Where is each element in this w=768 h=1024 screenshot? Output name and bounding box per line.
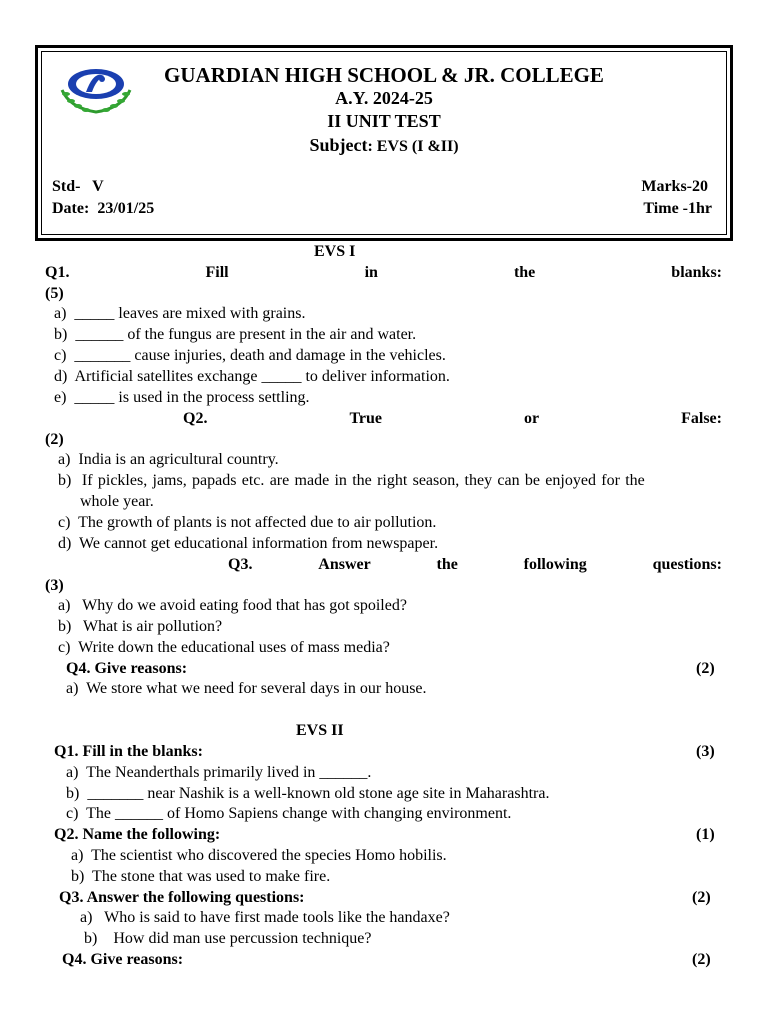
heading-word: blanks:	[671, 264, 722, 281]
list-item: a) We store what we need for several days in our house.	[66, 680, 427, 697]
evs2-q3-marks: (2)	[692, 889, 711, 906]
list-item: b) ______ of the fungus are present in the air and water.	[54, 326, 417, 343]
heading-word: False:	[681, 410, 722, 427]
heading-word: Q3.	[228, 556, 253, 573]
evs2-q1-heading: Q1. Fill in the blanks:	[54, 743, 203, 760]
evs1-q1-marks: (5)	[45, 285, 64, 302]
heading-word: True	[349, 410, 383, 427]
list-item: d) Artificial satellites exchange _____ to deliver information.	[54, 368, 450, 385]
list-item: b) How did man use percussion technique?	[84, 930, 372, 947]
section-title-evs2: EVS II	[296, 722, 344, 739]
header-inner-border	[41, 51, 727, 235]
evs2-q3-heading: Q3. Answer the following questions:	[59, 889, 305, 906]
list-item: b) The stone that was used to make fire.	[71, 868, 331, 885]
list-item: a) Why do we avoid eating food that has got spoiled?	[58, 597, 407, 614]
list-item: b) If pickles, jams, papads etc. are made in the right season, they can be enjoyed for the	[58, 472, 645, 489]
evs1-q2-heading	[183, 410, 722, 428]
evs1-q4-marks: (2)	[696, 660, 715, 677]
heading-word: the	[436, 556, 458, 573]
evs1-q3-marks: (3)	[45, 577, 64, 594]
heading-word: Q1.	[45, 264, 70, 281]
section-title-evs1: EVS I	[314, 243, 356, 260]
evs1-q2-marks: (2)	[45, 431, 64, 448]
school-name: GUARDIAN HIGH SCHOOL & JR. COLLEGE	[164, 63, 604, 87]
subject-line	[42, 135, 726, 156]
heading-word: the	[513, 264, 536, 281]
heading-word: or	[524, 410, 540, 427]
list-item: a) The scientist who discovered the species Homo hobilis.	[71, 847, 447, 864]
list-item: e) _____ is used in the process settling.	[54, 389, 310, 406]
test-name: II UNIT TEST	[327, 111, 441, 131]
header-box	[35, 45, 733, 241]
evs2-q1-marks: (3)	[696, 743, 715, 760]
evs1-q4-heading: Q4. Give reasons:	[66, 660, 188, 677]
list-item: b) What is air pollution?	[58, 618, 223, 635]
evs1-q3-heading	[228, 556, 722, 574]
list-item: a) _____ leaves are mixed with grains.	[54, 305, 306, 322]
evs2-q4-heading: Q4. Give reasons:	[62, 951, 184, 968]
heading-word: Answer	[318, 556, 371, 573]
date-field: Date: 23/01/25	[52, 200, 155, 217]
list-item: a) The Neanderthals primarily lived in ______.	[66, 764, 372, 781]
list-item: c) The growth of plants is not affected due to air pollution.	[58, 514, 437, 531]
list-item: b) _______ near Nashik is a well-known old stone age site in Maharashtra.	[66, 785, 550, 802]
list-item: a) Who is said to have first made tools like the handaxe?	[80, 909, 450, 926]
heading-word: in	[364, 264, 378, 281]
evs2-q2-marks: (1)	[696, 826, 715, 843]
subject-label: Subject	[309, 135, 368, 155]
heading-word: following	[523, 556, 587, 573]
list-item: d) We cannot get educational information from newspaper.	[58, 535, 439, 552]
evs2-q2-heading: Q2. Name the following:	[54, 826, 221, 843]
heading-word: Fill	[205, 264, 229, 281]
std-field: Std- V	[52, 178, 104, 195]
marks-field: Marks-20	[641, 178, 708, 195]
subject-value: : EVS (I &II)	[367, 138, 459, 155]
list-item: a) India is an agricultural country.	[58, 451, 279, 468]
time-field: Time -1hr	[643, 200, 712, 217]
evs2-q4-marks: (2)	[692, 951, 711, 968]
evs1-q1-heading	[45, 264, 722, 282]
list-item: c) Write down the educational uses of mass media?	[58, 639, 390, 656]
academic-year: A.Y. 2024-25	[335, 88, 433, 108]
list-item-continuation: whole year.	[80, 493, 154, 510]
heading-word: Q2.	[183, 410, 208, 427]
heading-word: questions:	[652, 556, 722, 573]
list-item: c) _______ cause injuries, death and damage in the vehicles.	[54, 347, 446, 364]
list-item: c) The ______ of Homo Sapiens change with changing environment.	[66, 805, 512, 822]
